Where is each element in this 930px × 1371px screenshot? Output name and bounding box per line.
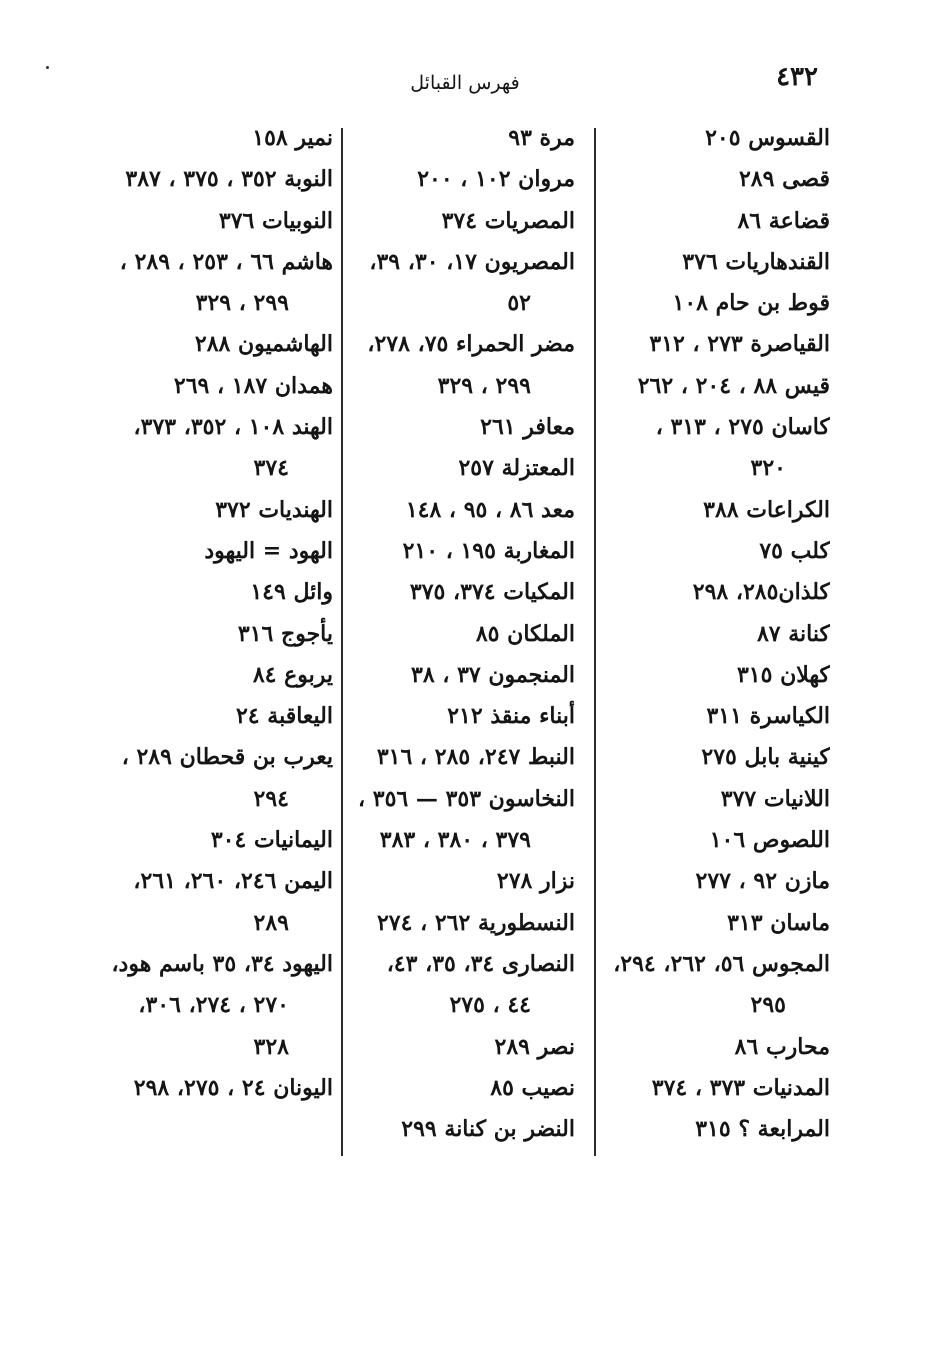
index-entry: اليمن ٢٤٦، ٢٦٠، ٢٦١، <box>133 868 333 895</box>
index-entry-continuation: ٢٩٥ <box>750 992 786 1019</box>
index-entry: الهاشميون ٢٨٨ <box>194 331 333 358</box>
index-entry: قيس ٨٨ ، ٢٠٤ ، ٢٦٢ <box>637 372 830 399</box>
index-entry: يأجوج ٣١٦ <box>237 620 333 647</box>
page-number: ٤٣٢ <box>776 62 818 92</box>
index-entry: مرة ٩٣ <box>508 125 575 151</box>
index-entry: كاسان ٢٧٥ ، ٣١٣ ، <box>655 414 830 441</box>
index-entry: قوط بن حام ١٠٨ <box>672 290 830 317</box>
index-entry-continuation: ٣٧٩ ، ٣٨٠ ، ٣٨٣ <box>379 827 531 854</box>
index-entry: كهلان ٣١٥ <box>736 661 830 688</box>
index-entry: النصارى ٣٤، ٣٥، ٤٣، <box>386 950 575 977</box>
index-entry: اللصوص ١٠٦ <box>709 827 830 854</box>
index-entry: اليهود ٣٤، ٣٥ باسم هود، <box>111 950 333 977</box>
index-entry: القياصرة ٢٧٣ ، ٣١٢ <box>649 331 830 358</box>
index-entry: معافر ٢٦١ <box>480 414 575 441</box>
index-entry: كلذان٢٨٥، ٢٩٨ <box>692 579 830 606</box>
index-entry: نمير ١٥٨ <box>252 125 333 151</box>
column-divider <box>341 128 343 1156</box>
index-entry: النوبة ٣٥٢ ، ٣٧٥ ، ٣٨٧ <box>125 166 333 193</box>
index-entry: المدنيات ٣٧٣ ، ٣٧٤ <box>651 1074 830 1101</box>
index-entry: اليمانيات ٣٠٤ <box>210 827 333 854</box>
index-entry-continuation: ٣٢٠ <box>750 455 786 482</box>
index-column-left <box>93 118 333 1109</box>
index-entry: المنجمون ٣٧ ، ٣٨ <box>411 661 575 688</box>
index-entry: نزار ٢٧٨ <box>496 868 575 895</box>
ink-speck <box>46 66 49 69</box>
index-entry: المغاربة ١٩٥ ، ٢١٠ <box>402 537 575 564</box>
index-entry: القسوس ٢٠٥ <box>705 125 830 151</box>
index-entry: مضر الحمراء ٧٥، ٢٧٨، <box>367 331 575 358</box>
index-entry: مروان ١٠٢ ، ٢٠٠ <box>417 166 575 193</box>
index-entry: الملكان ٨٥ <box>475 620 575 647</box>
index-entry-continuation: ٢٩٤ <box>253 785 289 812</box>
index-entry: معد ٨٦ ، ٩٥ ، ١٤٨ <box>405 496 575 523</box>
index-entry: نصيب ٨٥ <box>490 1074 575 1101</box>
index-entry: الهود = اليهود <box>204 537 333 564</box>
index-entry: قصى ٢٨٩ <box>738 166 830 193</box>
index-entry: نصر ٢٨٩ <box>494 1033 575 1060</box>
index-entry: محارب ٨٦ <box>734 1033 830 1060</box>
index-entry: الهنديات ٣٧٢ <box>215 496 333 523</box>
index-entry: كينية بابل ٢٧٥ <box>701 744 830 771</box>
index-entry: همدان ١٨٧ ، ٢٦٩ <box>173 372 333 399</box>
index-entry: أبناء منقذ ٢١٢ <box>447 703 575 730</box>
index-entry-continuation: ٣٢٨ <box>253 1033 289 1060</box>
index-entry: الكراعات ٣٨٨ <box>703 496 830 523</box>
index-entry: النخاسون ٣٥٣ — ٣٥٦ ، <box>358 785 575 812</box>
index-entry: المكيات ٣٧٤، ٣٧٥ <box>409 579 575 606</box>
index-entry: المصريون ١٧، ٣٠، ٣٩، <box>369 248 575 275</box>
index-entry: يربوع ٨٤ <box>252 661 333 688</box>
index-entry: الكياسرة ٣١١ <box>706 703 830 730</box>
index-entry: هاشم ٦٦ ، ٢٥٣ ، ٢٨٩ ، <box>119 248 333 275</box>
index-entry: اليونان ٢٤ ، ٢٧٥، ٢٩٨ <box>133 1074 333 1101</box>
index-entry: النوبيات ٣٧٦ <box>218 207 333 234</box>
index-entry: القندهاريات ٣٧٦ <box>682 248 830 275</box>
index-entry: ماسان ٣١٣ <box>727 909 830 936</box>
running-title: فهرس القبائل <box>410 72 520 94</box>
index-entry: المرابعة ؟ ٣١٥ <box>695 1116 830 1143</box>
index-entry: المصريات ٣٧٤ <box>441 207 575 234</box>
index-entry-continuation: ٢٧٠ ، ٢٧٤، ٣٠٦، <box>138 992 289 1019</box>
index-column-right <box>605 118 830 1150</box>
index-entry-continuation: ٤٤ ، ٢٧٥ <box>449 992 531 1019</box>
index-entry: اليعاقبة ٢٤ <box>235 703 333 730</box>
column-divider <box>594 128 596 1156</box>
index-entry: الهند ١٠٨ ، ٣٥٢، ٣٧٣، <box>133 414 333 441</box>
index-entry: مازن ٩٢ ، ٢٧٧ <box>695 868 830 895</box>
index-entry-continuation: ٥٢ <box>507 290 531 317</box>
index-entry: كلب ٧٥ <box>759 537 830 564</box>
index-entry: النضر بن كنانة ٢٩٩ <box>401 1116 575 1143</box>
index-entry-continuation: ٣٧٤ <box>253 455 289 482</box>
index-entry: كنانة ٨٧ <box>756 620 830 647</box>
index-entry: المجوس ٥٦، ٢٦٢، ٢٩٤، <box>613 950 830 977</box>
index-entry-continuation: ٢٩٩ ، ٣٢٩ <box>437 372 531 399</box>
index-column-middle <box>350 118 575 1150</box>
index-entry: يعرب بن قحطان ٢٨٩ ، <box>121 744 333 771</box>
index-entry: النسطورية ٢٦٢ ، ٢٧٤ <box>376 909 575 936</box>
index-entry-continuation: ٢٩٩ ، ٣٢٩ <box>195 290 289 317</box>
index-entry-continuation: ٢٨٩ <box>253 909 289 936</box>
index-entry: اللانيات ٣٧٧ <box>720 785 830 812</box>
index-entry: النبط ٢٤٧، ٢٨٥ ، ٣١٦ <box>376 744 575 771</box>
index-entry: المعتزلة ٢٥٧ <box>458 455 575 482</box>
index-entry: قضاعة ٨٦ <box>737 207 830 234</box>
index-entry: وائل ١٤٩ <box>250 579 333 606</box>
